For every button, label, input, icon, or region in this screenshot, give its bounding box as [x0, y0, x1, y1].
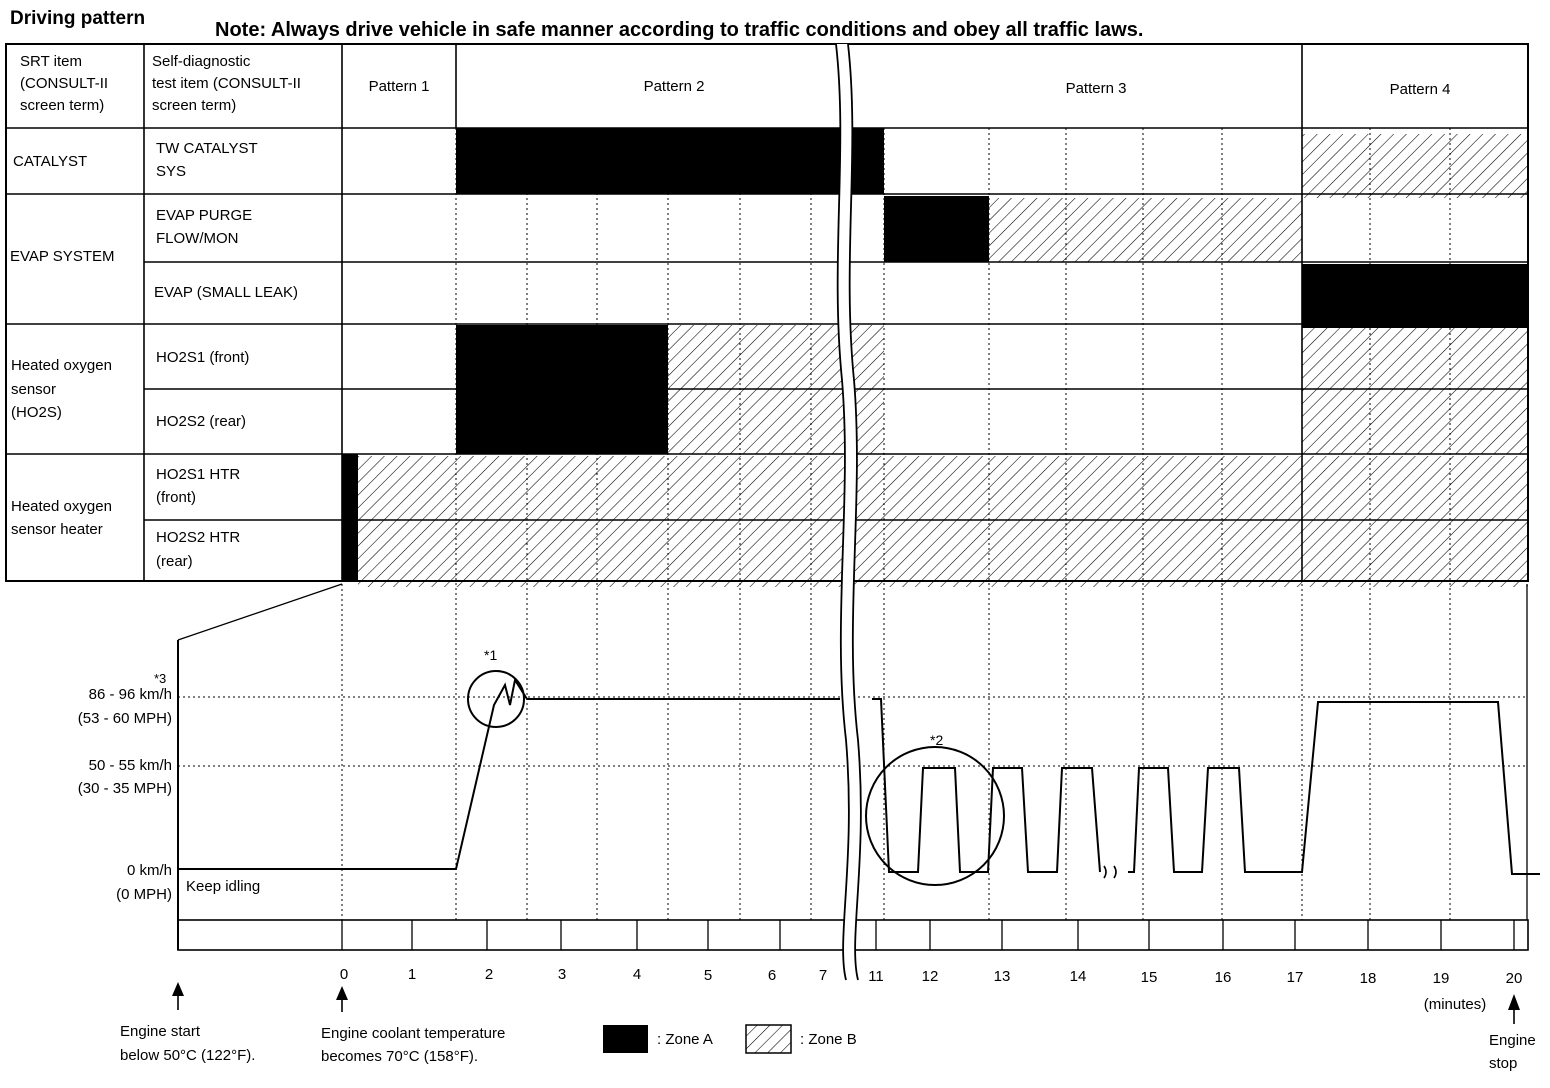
coolant-arrow: [336, 986, 348, 1012]
marker-1-label: *1: [484, 647, 498, 663]
time-tick: 19: [1432, 970, 1450, 987]
time-tick: 6: [767, 967, 777, 984]
zone-bars: [342, 128, 1528, 587]
speed-high-kmh: 86 - 96 km/h: [88, 686, 172, 703]
engine-start-line-2: below 50°C (122°F).: [120, 1047, 256, 1064]
header-self-line-3: screen term): [152, 97, 237, 114]
marker-2-label: *2: [930, 732, 944, 748]
item-tw-catalyst-line-1: TW CATALYST: [156, 140, 258, 157]
zone-b-bar: [358, 522, 1528, 587]
time-tick: 5: [703, 967, 713, 984]
time-tick: 3: [557, 966, 567, 983]
time-tick: 2: [484, 966, 494, 983]
speed-mid-mph: (30 - 35 MPH): [77, 780, 172, 797]
legend-zone-a-label: : Zone A: [657, 1031, 713, 1048]
diagram-title: Driving pattern: [10, 8, 146, 29]
zone-b-bar: [989, 198, 1302, 262]
item-ho2s1-htr-line-1: HO2S1 HTR: [156, 466, 241, 483]
time-tick: 7: [818, 967, 828, 984]
legend: [603, 1025, 857, 1053]
time-tick: 4: [632, 966, 642, 983]
timeline-segments: [342, 920, 1514, 950]
item-ho2s2-htr-line-1: HO2S2 HTR: [156, 529, 241, 546]
coolant-line-1: Engine coolant temperature: [321, 1025, 506, 1042]
header-srt-line-3: screen term): [20, 97, 105, 114]
speed-zero-kmh: 0 km/h: [126, 862, 172, 879]
speed-profile-pattern-2: [178, 680, 840, 869]
time-unit-label: (minutes): [1423, 996, 1487, 1013]
zone-a-bar: [342, 520, 358, 581]
coolant-line-2: becomes 70°C (158°F).: [321, 1048, 479, 1065]
keep-idling-label: Keep idling: [186, 878, 261, 895]
engine-stop-line-1: Engine: [1489, 1032, 1536, 1049]
header-srt-line-2: (CONSULT-II: [20, 75, 109, 92]
zone-b-bar: [1302, 328, 1528, 391]
item-evap-small-leak: EVAP (SMALL LEAK): [154, 284, 298, 301]
item-ho2s1-htr-line-2: (front): [156, 489, 197, 506]
header-self-line-1: Self-diagnostic: [152, 53, 251, 70]
legend-zone-b-label: : Zone B: [800, 1031, 857, 1048]
zone-a-bar: [1302, 264, 1528, 328]
engine-start-arrow: [172, 982, 184, 1010]
group-catalyst: CATALYST: [13, 153, 88, 170]
pattern-1-header: Pattern 1: [368, 78, 430, 95]
time-break-mark: [1104, 866, 1116, 878]
time-tick: 14: [1069, 968, 1087, 985]
speed-profile-pattern-3b: [1128, 702, 1540, 874]
group-evap-system: EVAP SYSTEM: [10, 248, 115, 265]
item-ho2s2-rear: HO2S2 (rear): [156, 413, 247, 430]
engine-stop-line-2: stop: [1489, 1055, 1518, 1072]
zone-a-bar: [342, 454, 358, 520]
item-evap-purge-line-2: FLOW/MON: [156, 230, 239, 247]
pattern-3-header: Pattern 3: [1065, 80, 1127, 97]
zone-b-bar: [1302, 134, 1528, 198]
item-ho2s2-htr-line-2: (rear): [156, 553, 193, 570]
item-ho2s1-front: HO2S1 (front): [156, 349, 250, 366]
time-tick: 13: [993, 968, 1011, 985]
legend-zone-b-swatch: [746, 1025, 791, 1053]
time-tick: 0: [339, 966, 349, 983]
time-tick: 20: [1505, 970, 1523, 987]
time-tick: 17: [1286, 969, 1304, 986]
safety-note: Note: Always drive vehicle in safe manner according to traffic conditions and obey all traffic laws.: [215, 19, 1144, 41]
group-heater-line-1: Heated oxygen: [11, 498, 112, 515]
engine-stop-arrow: [1508, 994, 1520, 1024]
pattern-2-header: Pattern 2: [643, 78, 705, 95]
time-tick: 15: [1140, 969, 1158, 986]
zone-a-bar: [456, 325, 668, 390]
group-ho2s-line-1: Heated oxygen: [11, 357, 112, 374]
group-ho2s-line-2: sensor: [11, 381, 57, 398]
item-evap-purge-line-1: EVAP PURGE: [156, 207, 253, 224]
speed-high-mph: (53 - 60 MPH): [77, 710, 172, 727]
header-self-line-2: test item (CONSULT-II: [152, 75, 301, 92]
speed-note-3: *3: [154, 671, 167, 686]
marker-1-circle: [468, 671, 524, 727]
time-tick: 1: [407, 966, 417, 983]
item-tw-catalyst-line-2: SYS: [156, 163, 187, 180]
zone-a-bar: [884, 196, 989, 262]
time-tick: 18: [1359, 970, 1377, 987]
group-heater-line-2: sensor heater: [11, 521, 103, 538]
zone-b-bar: [1302, 391, 1528, 454]
zone-a-bar: [456, 128, 884, 194]
time-tick: 12: [921, 968, 939, 985]
zone-a-bar: [456, 390, 668, 454]
group-ho2s-line-3: (HO2S): [11, 404, 62, 421]
engine-start-line-1: Engine start: [120, 1023, 201, 1040]
pattern-4-header: Pattern 4: [1389, 81, 1451, 98]
legend-zone-a-swatch: [603, 1025, 648, 1053]
zone-b-bar: [358, 456, 1528, 522]
header-srt-line-1: SRT item: [20, 53, 82, 70]
speed-zero-mph: (0 MPH): [116, 886, 172, 903]
speed-mid-kmh: 50 - 55 km/h: [88, 757, 172, 774]
time-tick: 16: [1214, 969, 1232, 986]
time-tick: 11: [868, 968, 884, 985]
